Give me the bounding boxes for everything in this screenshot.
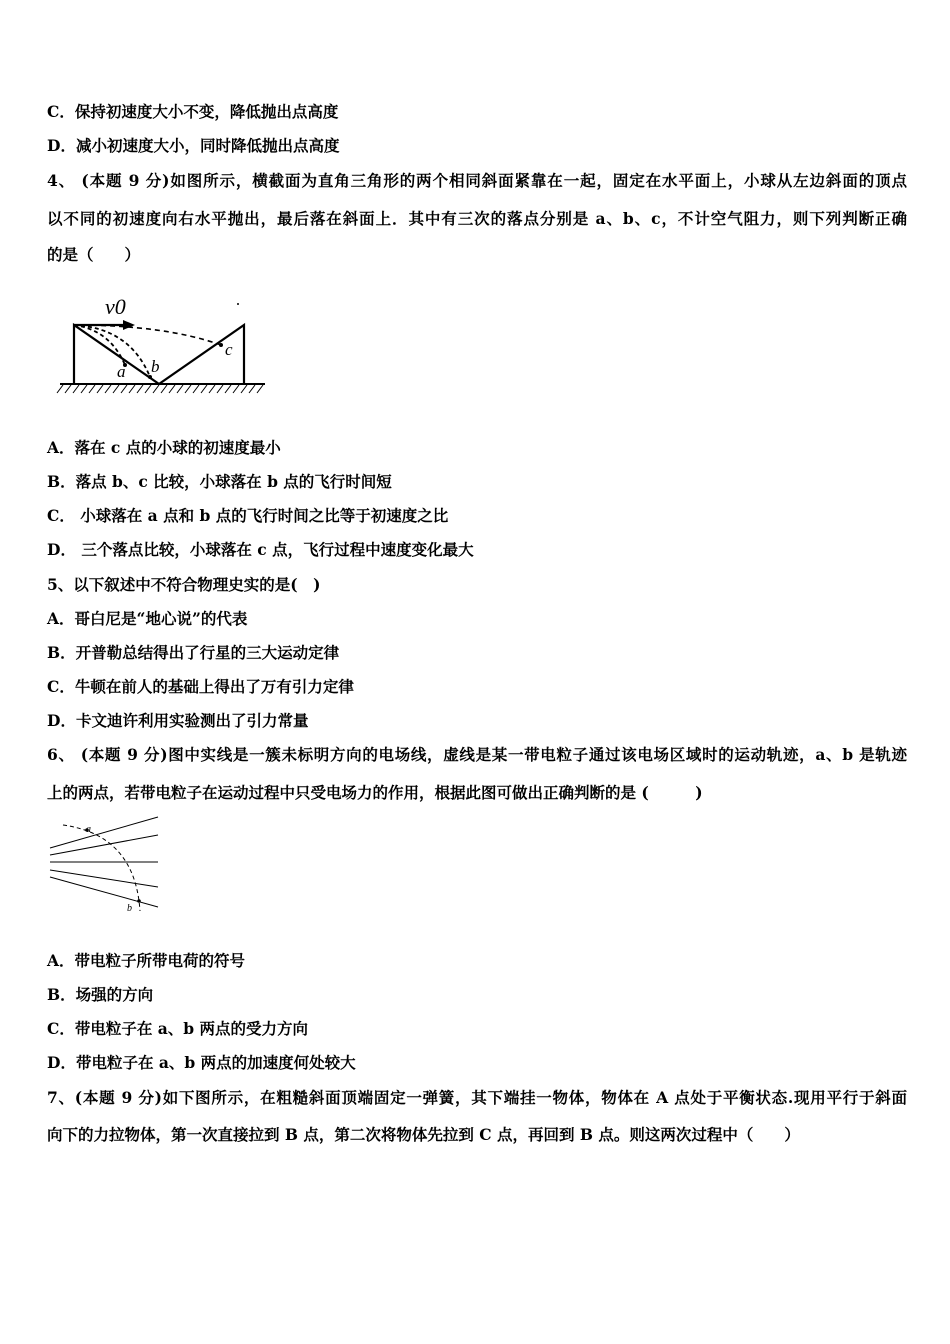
q6-option-c: C．带电粒子在 a、b 两点的受力方向	[47, 1019, 309, 1038]
q6-option-d: D．带电粒子在 a、b 两点的加速度何处较大	[47, 1053, 356, 1072]
q7-stem-line-2: 向下的力拉物体，第一次直接拉到 B 点，第二次将物体先拉到 C 点，再回到 B 点。则这两次过程中（ ）	[47, 1125, 800, 1144]
q5-option-b: B．开普勒总结得出了行星的三大运动定律	[47, 643, 340, 662]
q4-label-c: c	[225, 340, 233, 359]
q4-option-c: C． 小球落在 a 点和 b 点的飞行时间之比等于初速度之比	[47, 506, 449, 525]
q6-label-a: a	[86, 824, 91, 835]
q6-stem-line-1: 6、 (本题 9 分)图中实线是一簇未标明方向的电场线，虚线是某一带电粒子通过该电场区域时的运动轨迹，a、b 是轨迹	[47, 745, 907, 764]
q6-option-b: B．场强的方向	[47, 985, 154, 1004]
q6-option-a: A．带电粒子所带电荷的符号	[47, 951, 246, 970]
q4-stem-line-1: 4、 (本题 9 分)如图所示，横截面为直角三角形的两个相同斜面紧靠在一起，固定在水平面上，小球从左边斜面的顶点	[47, 171, 907, 190]
q4-label-a: a	[117, 362, 126, 381]
q5-option-d: D．卡文迪许利用实验测出了引力常量	[47, 711, 309, 730]
q3-option-d: D．减小初速度大小，同时降低抛出点高度	[47, 136, 340, 155]
q4-label-v0: v0	[105, 294, 126, 319]
q6-field-line-figure	[45, 815, 165, 915]
q4-label-b: b	[151, 357, 160, 376]
q5-stem: 5、以下叙述中不符合物理史实的是( )	[47, 575, 321, 594]
q4-option-d: D． 三个落点比较，小球落在 c 点，飞行过程中速度变化最大	[47, 540, 474, 559]
q4-option-b: B．落点 b、c 比较，小球落在 b 点的飞行时间短	[47, 472, 392, 491]
q4-stem-line-3: 的是（ ）	[47, 245, 141, 264]
q4-incline-figure	[55, 292, 275, 402]
q7-stem-line-1: 7、(本题 9 分)如下图所示，在粗糙斜面顶端固定一弹簧，其下端挂一物体，物体在 A 点处于平衡状态.现用平行于斜面	[47, 1088, 907, 1107]
q5-option-a: A．哥白尼是“地心说”的代表	[47, 609, 248, 628]
q4-stem-line-2: 以不同的初速度向右水平抛出，最后落在斜面上．其中有三次的落点分别是 a、b、c，不计空气阻力，则下列判断正确	[47, 209, 907, 228]
q6-label-b: b	[127, 903, 132, 914]
q6-stem-line-2: 上的两点，若带电粒子在运动过程中只受电场力的作用，根据此图可做出正确判断的是 ( )	[47, 783, 703, 802]
q5-option-c: C．牛顿在前人的基础上得出了万有引力定律	[47, 677, 354, 696]
q4-option-a: A．落在 c 点的小球的初速度最小	[47, 438, 281, 457]
q3-option-c: C．保持初速度大小不变，降低抛出点高度	[47, 102, 339, 121]
